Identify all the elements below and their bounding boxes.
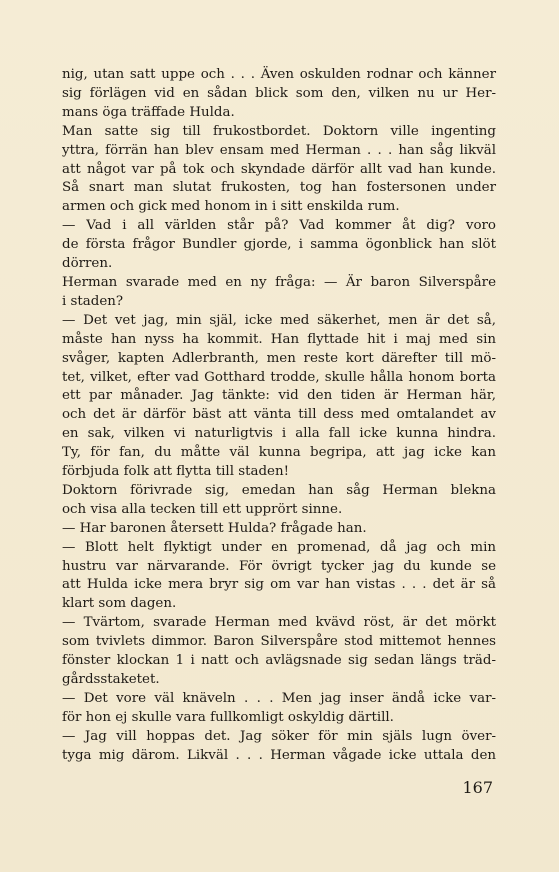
text-line: de första frågor Bundler gjorde, i samma ögonblick han slöt (62, 237, 496, 253)
text-line: att något var på tok och skyndade därför allt vad han kunde. (62, 161, 496, 177)
text-line: — Det vore väl knäveln . . . Men jag inser ändå icke var- (62, 690, 496, 706)
text-line: som tvivlets dimmor. Baron Silverspåre stod mittemot hennes (62, 634, 496, 650)
text-line: svåger, kapten Adlerbranth, men reste kort därefter till mö- (62, 350, 496, 366)
text-line: fönster klockan 1 i natt och avlägsnade sig sedan längs träd- (62, 653, 496, 669)
text-line: nig, utan satt uppe och . . . Även oskulden rodnar och känner (62, 67, 496, 82)
text-line: Herman svarade med en ny fråga: — Är baron Silverspåre (62, 274, 496, 290)
text-line: att Hulda icke mera bryr sig om var han vistas . . . det är så (62, 577, 496, 593)
text-line: måste han nyss ha kommit. Han flyttade hit i maj med sin (62, 331, 496, 347)
text-line: och det är därför bäst att vänta till dess med omtalandet av (62, 407, 496, 423)
text-line: — Vad i all världen står på? Vad kommer åt dig? voro (62, 218, 496, 234)
text-line: i staden? (62, 293, 124, 309)
text-line: — Det vet jag, min själ, icke med säkerhet, men är det så, (62, 312, 496, 328)
text-line: armen och gick med honom in i sitt enskilda rum. (62, 199, 400, 215)
text-line: — Blott helt flyktigt under en promenad, då jag och min (62, 539, 496, 555)
text-line: klart som dagen. (62, 596, 177, 612)
text-line: förbjuda folk att flytta till staden! (62, 464, 289, 480)
text-line: Så snart man slutat frukosten, tog han fostersonen under (62, 180, 496, 196)
text-line: — Jag vill hoppas det. Jag söker för min själs lugn över- (62, 728, 496, 744)
text-line: dörren. (62, 256, 113, 272)
text-line: — Har baronen återsett Hulda? frågade han. (62, 520, 367, 536)
text-line: gårdsstaketet. (62, 672, 160, 687)
body-text (62, 66, 496, 766)
text-line: tyga mig därom. Likväl . . . Herman vågade icke uttala den (62, 747, 496, 763)
text-line: Man satte sig till frukostbordet. Doktorn ville ingenting (62, 123, 496, 139)
text-line: hustru var närvarande. För övrigt tycker jag du kunde se (62, 558, 496, 574)
text-line: — Tvärtom, svarade Herman med kvävd röst, är det mörkt (62, 615, 496, 631)
text-line: Ty, för fan, du måtte väl kunna begripa, att jag icke kan (62, 445, 496, 461)
text-line: och visa alla tecken till ett upprört sinne. (62, 501, 343, 517)
text-line: ett par månader. Jag tänkte: vid den tiden är Herman här, (62, 388, 496, 404)
text-line: sig förlägen vid en sådan blick som den, vilken nu ur Her- (62, 85, 496, 101)
text-line: Doktorn förivrade sig, emedan han såg Herman blekna (62, 482, 496, 498)
text-line: för hon ej skulle vara fullkomligt oskyldig därtill. (62, 709, 394, 725)
text-line: yttra, förrän han blev ensam med Herman . . . han såg likväl (62, 142, 496, 158)
page-number: 167 (462, 778, 493, 797)
text-line: en sak, vilken vi naturligtvis i alla fall icke kunna hindra. (62, 426, 496, 442)
text-line: mans öga träffade Hulda. (62, 104, 235, 120)
text-line: tet, vilket, efter vad Gotthard trodde, skulle hålla honom borta (62, 369, 496, 385)
